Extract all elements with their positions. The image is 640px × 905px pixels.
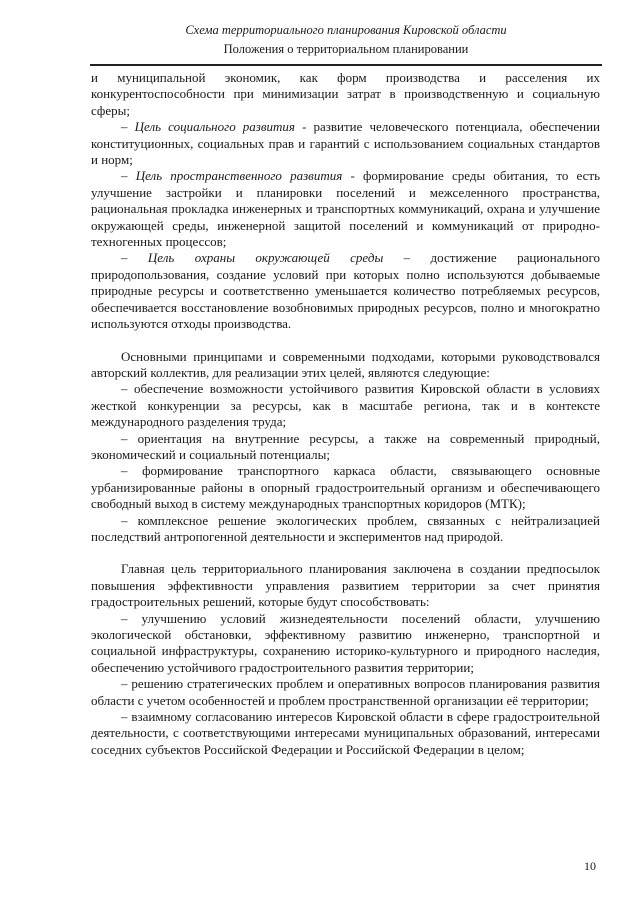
list-item-strategic-problems: – решению стратегических проблем и оперативных вопросов планирования развития области с учетом особенностей и проблем пространственной организации её территории;	[91, 676, 600, 708]
list-dash: –	[121, 119, 128, 135]
header-divider	[90, 64, 602, 66]
list-item-interests-coordination: – взаимному согласованию интересов Кировской области в сфере градостроительной деятельности, с соответствующими интересами муниципальных образований, интересами соседних субъектов Российской Федерации и Российской Федерации в целом;	[91, 709, 600, 757]
paragraph-spatial-goal	[91, 168, 600, 250]
paragraph-economy: и муниципальной экономик, как форм производства и расселения их конкурентоспособности при минимизации затрат в производственную и социальную сферы;	[91, 70, 600, 118]
term-spatial-goal: Цель пространственного развития	[135, 168, 343, 184]
header-subtitle: Положения о территориальном планировании	[223, 42, 469, 56]
page-number: 10	[584, 859, 596, 873]
paragraph-gap	[91, 545, 600, 561]
list-item-ecological-problems: – комплексное решение экологических проблем, связанных с нейтрализацией последствий антропогенной деятельности и экспериментов над природой.	[91, 512, 600, 544]
paragraph-gap	[91, 333, 600, 349]
environment-goal-text: – достижение рационального природопользования, создание условий при которых полно используются добываемые природные ресурсы и соответственно уменьшается количество потребляемых ресурсов, обеспечивается восстановление возобновимых природных ресурсов, полно и многократно используются отходы производства.	[91, 250, 600, 332]
term-environment-goal: Цель охраны окружающей среды	[147, 250, 384, 266]
list-dash: –	[121, 250, 128, 266]
paragraph-social-goal	[91, 119, 600, 168]
header-title: Схема территориального планирования Кировской области	[185, 23, 507, 37]
list-dash: –	[121, 168, 128, 184]
list-item-transport-frame: – формирование транспортного каркаса области, связывающего основные урбанизированные районы в опорный градостроительный организм и обеспечивающего свободный выход в систему международных транспортных коридоров (МТК);	[91, 463, 600, 512]
list-item-sustainable-development: – обеспечение возможности устойчивого развития Кировской области в условиях жесткой конкуренции за ресурсы, как в масштабе региона, так и в контексте международного разделения труда;	[91, 381, 600, 430]
social-goal-text: - развитие человеческого потенциала, обеспечении конституционных, социальных прав и гарантий с использованием социальных стандартов и норм;	[91, 119, 600, 168]
paragraph-main-goal: Главная цель территориального планирования заключена в создании предпосылок повышения эффективности управления развитием территории за счет принятия градостроительных решений, которые будут способствовать:	[91, 561, 600, 610]
paragraph-principles-intro: Основными принципами и современными подходами, которыми руководствовался авторский коллектив, для реализации этих целей, являются следующие:	[91, 348, 600, 380]
paragraph-environment-goal	[91, 250, 600, 332]
spatial-goal-text: - формирование среды обитания, то есть улучшение застройки и планировки поселений и межселенного пространства, рациональная прокладка инженерных и транспортных коммуникаций, охрана и улучшение окружающей среды, инженерной защитой поселений и коммуникаций от природно-техногенных процессов;	[91, 168, 601, 250]
term-social-goal: Цель социального развития	[134, 119, 295, 135]
list-item-internal-resources: – ориентация на внутренние ресурсы, а также на современный природный, экономический и социальный потенциалы;	[91, 430, 600, 462]
list-item-living-conditions: – улучшению условий жизнедеятельности поселений области, улучшению экологической обстановки, эффективному развитию инженерно, транспортной и социальной инфраструктуры, сохранению историко-культурного и природного наследия, обеспечению устойчивого градостроительного развития территории;	[91, 610, 600, 675]
document-body	[91, 70, 600, 758]
